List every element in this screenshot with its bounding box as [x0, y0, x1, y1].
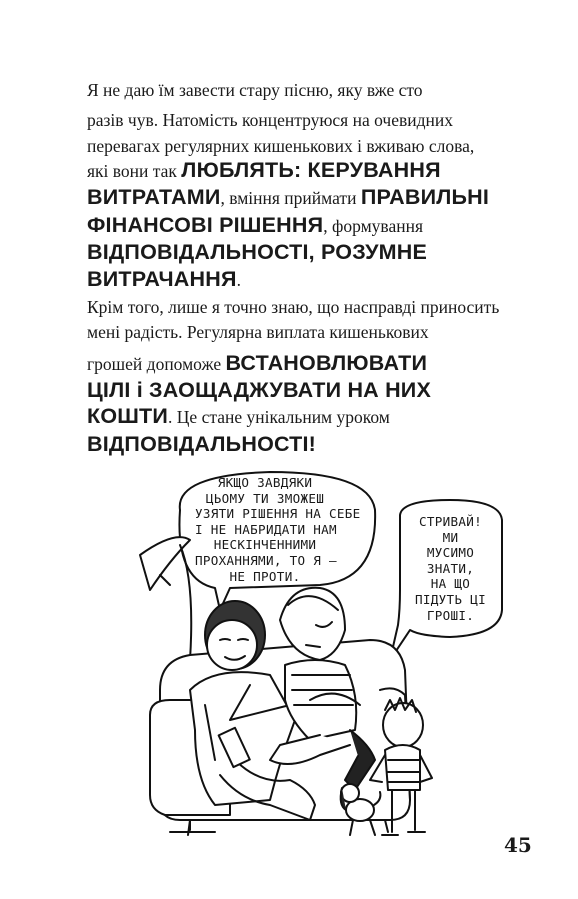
text-line: [87, 158, 441, 183]
emphasis-text: ВСТАНОВЛЮВАТИ: [225, 351, 428, 375]
text-line: [87, 378, 431, 403]
emphasis-text: ФІНАНСОВІ РІШЕННЯ: [87, 213, 324, 237]
emphasis-text: КОШТИ: [87, 404, 169, 428]
body-text-run: .: [236, 270, 241, 290]
body-text-run: перевагах регулярних кишенькових і вживаю слова,: [87, 136, 475, 156]
emphasis-text: ПРАВИЛЬНІ: [360, 185, 490, 209]
emphasis-text: ЛЮБЛЯТЬ: [181, 158, 294, 182]
emphasis-text: ВІДПОВІДАЛЬНОСТІ!: [87, 432, 317, 456]
text-line: [87, 213, 423, 238]
body-text-run: , формування: [323, 216, 423, 236]
emphasis-text: ВИТРАЧАННЯ: [87, 267, 237, 291]
text-line: [87, 404, 390, 429]
body-text-run: грошей допоможе: [87, 354, 226, 374]
body-text-run: Крім того, лише я точно знаю, що насправді приносить: [87, 297, 500, 317]
body-text-run: . Це стане унікальним уроком: [168, 407, 390, 427]
page-number: 45: [504, 833, 532, 857]
text-line: [87, 297, 499, 318]
body-text-run: які вони так: [87, 161, 182, 181]
text-line: [87, 267, 241, 292]
text-line: [87, 432, 316, 457]
body-text-run: , вміння приймати: [220, 188, 361, 208]
body-text-run: мені радість. Регулярна виплата кишенькових: [87, 322, 429, 342]
text-line: [87, 322, 429, 343]
body-text-run: разів чув. Натомість концентруюся на очевидних: [87, 110, 453, 130]
emphasis-text: ВИТРАТАМИ: [87, 185, 221, 209]
text-line: [87, 240, 427, 265]
emphasis-text: ВІДПОВІДАЛЬНОСТІ, РОЗУМНЕ: [87, 240, 428, 264]
emphasis-text: ЦІЛІ і ЗАОЩАДЖУВАТИ НА НИХ: [87, 378, 432, 402]
text-line: [87, 110, 453, 131]
text-line: [87, 136, 474, 157]
text-line: [87, 351, 427, 376]
emphasis-text: КЕРУВАННЯ: [307, 158, 441, 182]
body-text-run: Я не даю їм завести стару пісню, яку вже сто: [87, 80, 423, 100]
emphasis-text: :: [294, 158, 308, 182]
speech-text-right: СТРИВАЙ! МИ МУСИМО ЗНАТИ, НА ЩО ПІДУТЬ ЦІ ГРОШІ.: [415, 514, 486, 623]
text-line: [87, 185, 489, 210]
text-line: [87, 80, 423, 101]
speech-text-left: ЯКЩО ЗАВДЯКИ ЦЬОМУ ТИ ЗМОЖЕШ УЗЯТИ РІШЕННЯ НА І НЕ НАБРИДАТИ НАМ НЕСКІНЧЕННИМИ ПРОХАННЯМИ, ТО Я — НЕ ПРОТИ.: [195, 475, 337, 584]
